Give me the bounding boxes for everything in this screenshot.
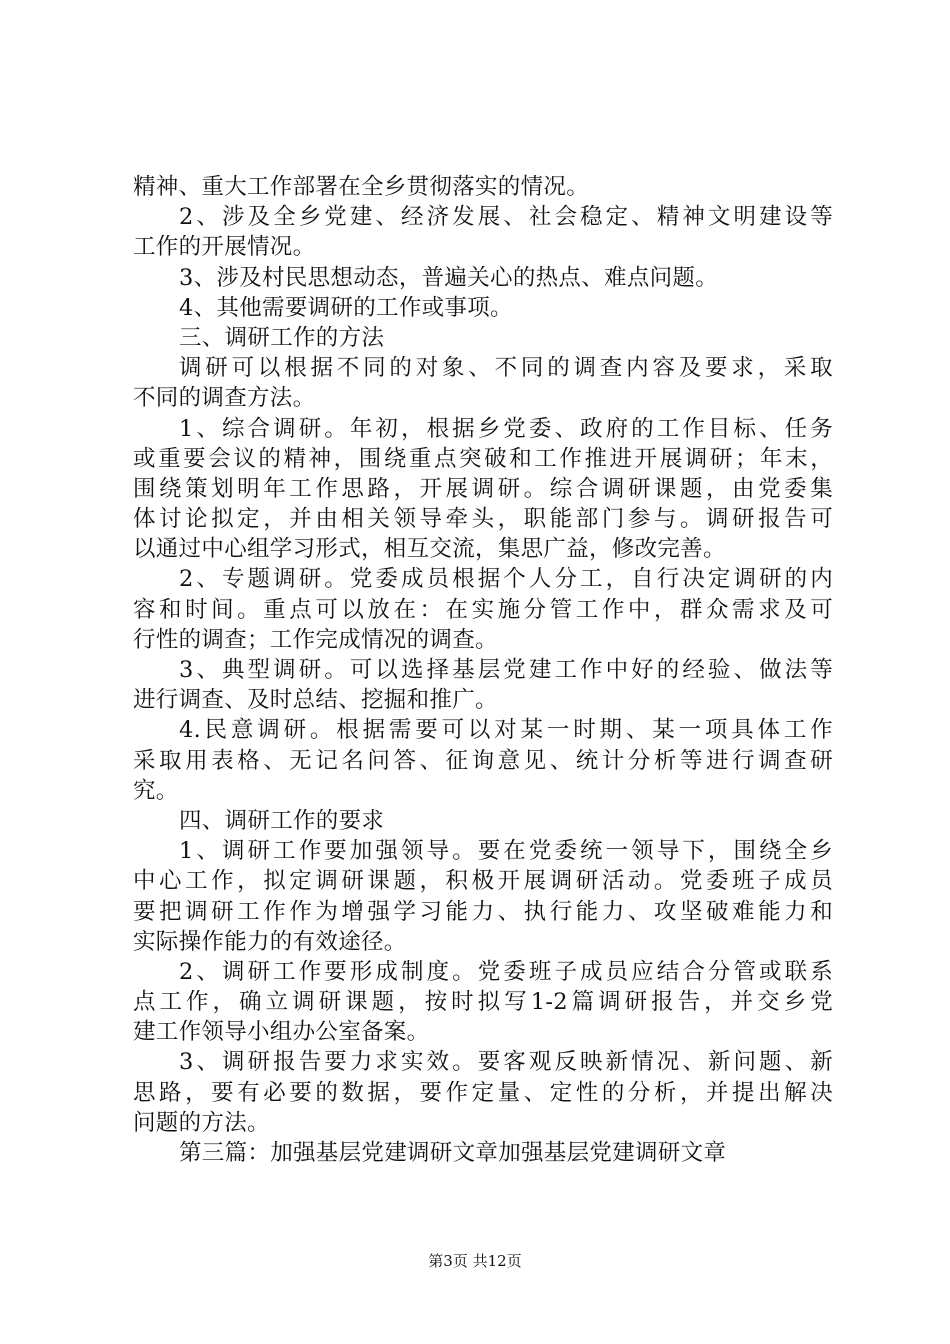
text-line: 第三篇：加强基层党建调研文章加强基层党建调研文章 <box>179 1140 727 1166</box>
text-line: 体讨论拟定，并由相关领导牵头，职能部门参与。调研报告可 <box>133 506 833 533</box>
text-line: 究。 <box>133 777 179 804</box>
text-line: 或重要会议的精神，围绕重点突破和工作推进开展调研；年末， <box>133 445 833 472</box>
text-line: 3、调研报告要力求实效。要客观反映新情况、新问题、新 <box>179 1049 833 1076</box>
text-line: 点工作，确立调研课题，按时拟写1-2篇调研报告，并交乡党 <box>133 989 833 1016</box>
text-line: 容和时间。重点可以放在：在实施分管工作中，群众需求及可 <box>133 596 833 623</box>
text-line: 思路，要有必要的数据，要作定量、定性的分析，并提出解决 <box>133 1079 833 1106</box>
text-line: 1、调研工作要加强领导。要在党委统一领导下，围绕全乡 <box>179 838 833 865</box>
text-line: 3、涉及村民思想动态，普遍关心的热点、难点问题。 <box>179 264 719 291</box>
text-line: 进行调查、及时总结、挖掘和推广。 <box>133 687 498 714</box>
page-footer: 第3页 共12页 <box>428 1252 522 1270</box>
text-line: 行性的调查；工作完成情况的调查。 <box>133 626 498 653</box>
text-line: 问题的方法。 <box>133 1109 270 1136</box>
text-line: 四、调研工作的要求 <box>179 807 385 834</box>
text-line: 工作的开展情况。 <box>133 234 316 261</box>
text-line: 三、调研工作的方法 <box>179 324 385 351</box>
text-line: 建工作领导小组办公室备案。 <box>133 1019 430 1046</box>
text-line: 1、综合调研。年初，根据乡党委、政府的工作目标、任务 <box>179 415 833 442</box>
text-line: 调研可以根据不同的对象、不同的调查内容及要求，采取 <box>179 355 833 382</box>
text-line: 2、涉及全乡党建、经济发展、社会稳定、精神文明建设等 <box>179 204 833 231</box>
text-line: 3、典型调研。可以选择基层党建工作中好的经验、做法等 <box>179 657 833 683</box>
text-line: 不同的调查方法。 <box>133 385 316 412</box>
text-line: 2、调研工作要形成制度。党委班子成员应结合分管或联系 <box>179 958 833 985</box>
text-line: 围绕策划明年工作思路，开展调研。综合调研课题，由党委集 <box>133 475 833 502</box>
text-line: 4、其他需要调研的工作或事项。 <box>179 294 513 321</box>
text-line: 要把调研工作作为增强学习能力、执行能力、攻坚破难能力和 <box>133 898 833 925</box>
text-line: 以通过中心组学习形式，相互交流，集思广益，修改完善。 <box>133 536 726 563</box>
text-line: 实际操作能力的有效途径。 <box>133 928 407 955</box>
text-line: 4.民意调研。根据需要可以对某一时期、某一项具体工作 <box>179 717 833 744</box>
document-body <box>133 172 833 1168</box>
text-line: 中心工作，拟定调研课题，积极开展调研活动。党委班子成员 <box>133 868 833 895</box>
text-line: 精神、重大工作部署在全乡贯彻落实的情况。 <box>133 174 590 200</box>
text-line: 2、专题调研。党委成员根据个人分工，自行决定调研的内 <box>179 566 833 593</box>
text-line: 采取用表格、无记名问答、征询意见、统计分析等进行调查研 <box>133 747 833 774</box>
